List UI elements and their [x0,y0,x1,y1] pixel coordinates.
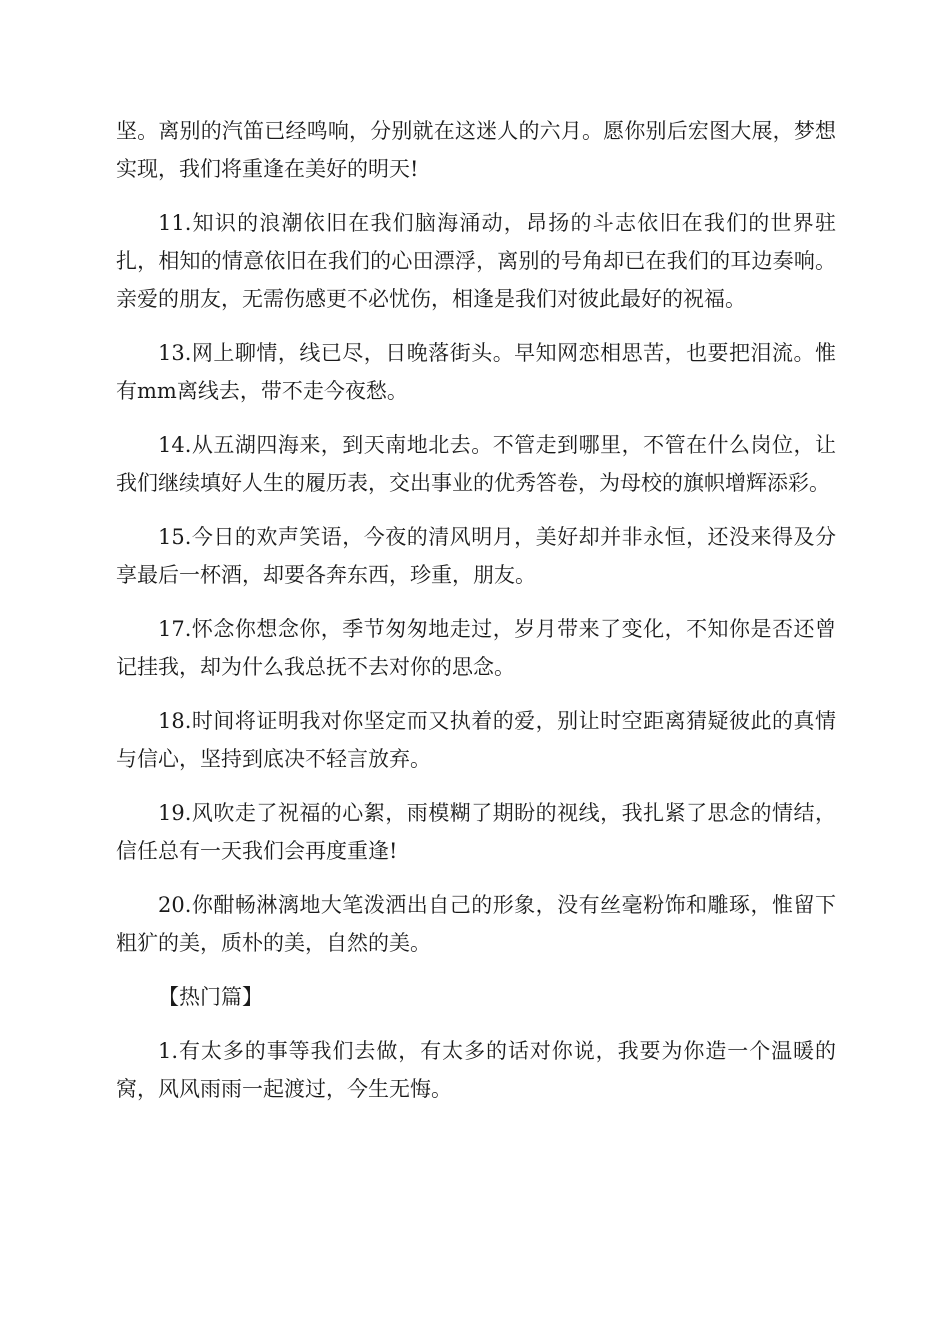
paragraph-18: 18.时间将证明我对你坚定而又执着的爱，别让时空距离猜疑彼此的真情与信心，坚持到底决不轻言放弃。 [116,709,836,771]
document-body [116,112,836,1124]
paragraph-19: 19.风吹走了祝福的心絮，雨模糊了期盼的视线，我扎紧了思念的情结，信任总有一天我们会再度重逢! [116,801,836,863]
paragraph-13: 13.网上聊情，线已尽，日晚落街头。早知网恋相思苦，也要把泪流。惟有mm离线去，带不走今夜愁。 [116,341,836,403]
section-heading: 【热门篇】 [158,985,263,1009]
paragraph-11: 11.知识的浪潮依旧在我们脑海涌动，昂扬的斗志依旧在我们的世界驻扎，相知的情意依旧在我们的心田漂浮，离别的号角却已在我们的耳边奏响。亲爱的朋友，无需伤感更不必忧伤，相逢是我们对彼此最好的祝福。 [116,211,836,311]
paragraph-20: 20.你酣畅淋漓地大笔泼洒出自己的形象，没有丝毫粉饰和雕琢，惟留下粗犷的美，质朴的美，自然的美。 [116,893,836,955]
paragraph-14: 14.从五湖四海来，到天南地北去。不管走到哪里，不管在什么岗位，让我们继续填好人生的履历表，交出事业的优秀答卷，为母校的旗帜增辉添彩。 [116,433,836,495]
paragraph-15: 15.今日的欢声笑语，今夜的清风明月，美好却并非永恒，还没来得及分享最后一杯酒，却要各奔东西，珍重，朋友。 [116,525,836,587]
section-paragraph-1: 1.有太多的事等我们去做，有太多的话对你说，我要为你造一个温暖的窝，风风雨雨一起渡过，今生无悔。 [116,1039,836,1101]
paragraph-continuation: 坚。离别的汽笛已经鸣响，分别就在这迷人的六月。愿你别后宏图大展，梦想实现，我们将重逢在美好的明天! [116,119,836,181]
paragraph-17: 17.怀念你想念你，季节匆匆地走过，岁月带来了变化，不知你是否还曾记挂我，却为什么我总抚不去对你的思念。 [116,617,836,679]
